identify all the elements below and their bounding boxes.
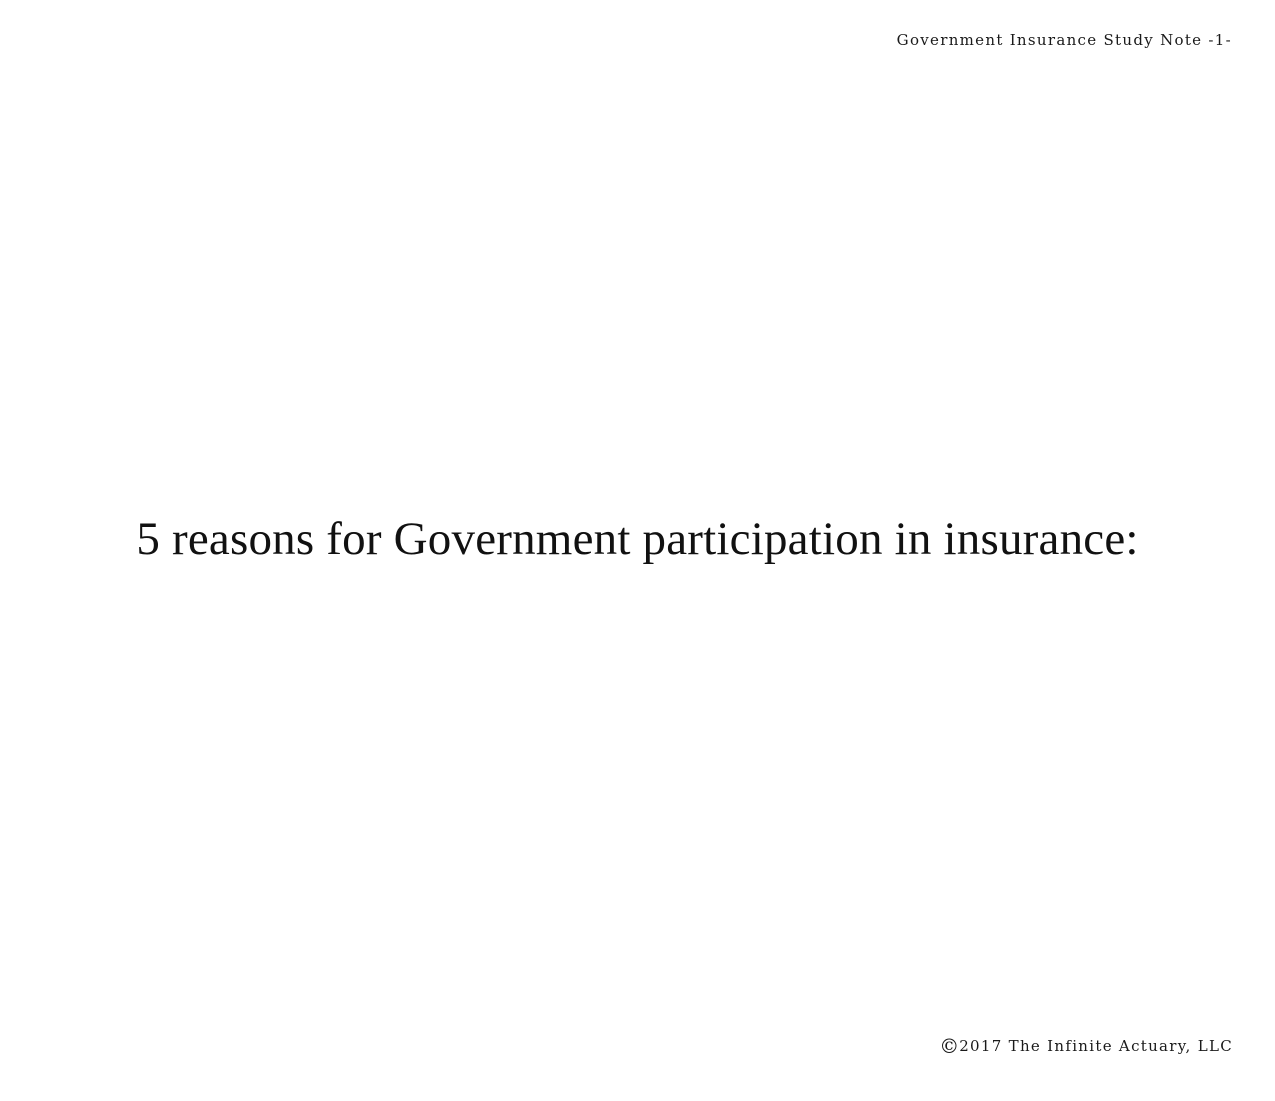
- running-title: Government Insurance Study Note -1-: [896, 31, 1232, 49]
- copyright-text: 2017 The Infinite Actuary, LLC: [959, 1037, 1233, 1055]
- heading-text: 5 reasons for Government participation in insurance:: [136, 513, 1139, 565]
- running-header: [897, 31, 1232, 49]
- page-heading: [0, 512, 1275, 566]
- copyright-footer: [939, 1034, 1233, 1058]
- copyright-icon: ©: [939, 1034, 960, 1058]
